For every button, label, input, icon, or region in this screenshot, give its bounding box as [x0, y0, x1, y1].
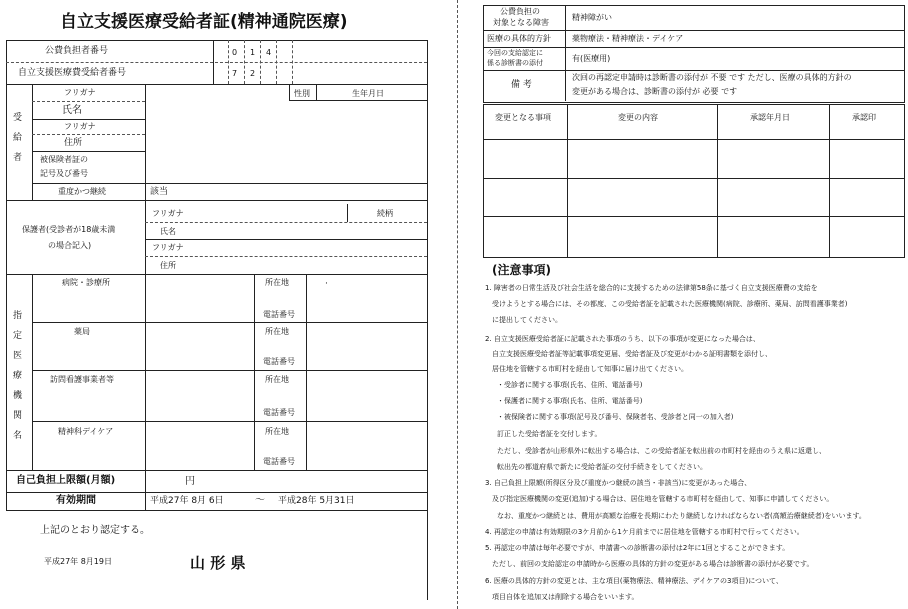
severe-label: 重度かつ継続	[58, 187, 106, 196]
issuer-name: 山 形 県	[190, 554, 246, 572]
note-line: 3. 自己負担上限額(所得区分及び重度かつ継続の該当・非該当)に変更があった場合、	[485, 479, 752, 487]
mark-dot: ·	[325, 279, 328, 289]
row-line	[32, 119, 145, 120]
recipient-address-label: 住所	[64, 138, 83, 148]
recipient-number-label: 自立支援医療費受給者番号	[18, 68, 127, 78]
label-col-line	[145, 84, 146, 204]
row-line	[483, 139, 904, 140]
guardian-furigana-label: フリガナ	[152, 209, 184, 218]
row-line	[6, 84, 427, 85]
gender-col-line	[289, 84, 290, 100]
row-line	[483, 47, 904, 48]
note-line: 4. 再認定の申請は有効期限の3ケ月前から1ケ月前までに居住地を管轄する市町村で行ってください。	[485, 528, 804, 536]
row-line	[6, 274, 427, 275]
note-line: 居住地を管轄する市町村を経由して知事に届け出てください。	[492, 365, 688, 373]
remarks-line-1: 次回の再認定申請時は診断書の添付が 不要 です ただし、医療の具体的方針の	[572, 73, 852, 82]
facility-name: 薬局	[74, 327, 90, 336]
redacted-area	[147, 101, 327, 183]
row-line	[483, 30, 904, 31]
facilities-side-label: 指定医療機関名	[11, 310, 21, 450]
label-col-line	[145, 274, 146, 470]
row-line	[32, 322, 427, 323]
facility-phone-label: 電話番号	[263, 357, 295, 366]
note-line: 2. 自立支援医療受給者証に記載された事項のうち、以下の事項が変更になった場合は、	[485, 335, 760, 343]
location-col-line	[254, 274, 255, 470]
relation-col-line	[347, 204, 348, 222]
recipient-digit: 7	[232, 69, 238, 78]
info-row-value-3: 有(医療用)	[572, 54, 611, 63]
note-line: 項目自体を追加又は削除する場合をいいます。	[492, 593, 639, 601]
note-line: 5. 再認定の申請は毎年必要ですが、申請書への診断書の添付は2年に1回とすることができます。	[485, 544, 790, 552]
row-line	[6, 62, 427, 63]
recipient-furigana2-label: フリガナ	[64, 122, 96, 131]
severe-value: 該当	[150, 187, 169, 197]
row-line	[6, 510, 427, 511]
row-line	[32, 421, 427, 422]
gender-label: 性別	[294, 89, 310, 98]
frame-top	[6, 40, 427, 41]
payer-digit: 1	[250, 48, 256, 57]
facility-phone-label: 電話番号	[263, 310, 295, 319]
recipient-name-label: 氏名	[62, 105, 82, 116]
remarks-line-2: 変更がある場合は、診断書の添付が 必要 です	[572, 87, 738, 96]
info-row-label-2: 医療の具体的方針	[487, 34, 551, 43]
info-row-value-2: 薬物療法・精神療法・デイケア	[572, 34, 684, 43]
note-line: に提出してください。	[492, 316, 562, 324]
row-line	[32, 151, 145, 152]
certificate-title: 自立支援医療受給者証(精神通院医療)	[60, 12, 348, 32]
note-line: 自立支援医療受給者証等記載事項変更届、受給者証及び変更がわかる証明書類を添付し、	[492, 350, 772, 358]
payer-digit: 4	[266, 48, 272, 57]
info-row-label-1a: 公費負担の	[500, 7, 540, 16]
row-line	[32, 370, 427, 371]
row-line	[6, 200, 427, 201]
recipient-side-label: 受給者	[11, 112, 21, 172]
issue-date: 平成27年 8月19日	[44, 557, 112, 566]
note-line: 6. 医療の具体的方針の変更とは、主な項目(薬物療法、精神療法、デイケアの3項目)について、	[485, 577, 783, 585]
payer-digit: 0	[232, 48, 238, 57]
facility-location-label: 所在地	[265, 327, 289, 336]
row-line	[32, 183, 427, 184]
info-row-label-3a: 今回の支給認定に	[487, 49, 543, 57]
note-line: ・受診者に関する事項(氏名、住所、電話番号)	[497, 381, 643, 389]
validity-from: 平成27年 8月 6日	[150, 496, 224, 506]
row-line	[483, 70, 904, 71]
row-line	[32, 101, 145, 102]
insurance-label-2: 記号及び番号	[40, 169, 88, 178]
label-col-line	[145, 470, 146, 510]
changes-header: 承認年月日	[750, 113, 790, 122]
guardian-label-2: の場合記入)	[48, 241, 92, 250]
note-line: 訂正した受給者証を交付します。	[497, 430, 602, 438]
facility-location-label: 所在地	[265, 375, 289, 384]
facility-location-label: 所在地	[265, 427, 289, 436]
note-line: ・保護者に関する事項(氏名、住所、電話番号)	[497, 397, 643, 405]
row-line	[145, 256, 427, 257]
facility-phone-label: 電話番号	[263, 408, 295, 417]
notes-title: (注意事項)	[492, 263, 551, 277]
info-row-label-3b: 係る診断書の添付	[487, 59, 543, 67]
note-line: なお、重度かつ継続とは、費用が高額な治療を長期にわたり継続しなければならない者(高額治療継続者)をいいます。	[497, 512, 866, 520]
changes-col-line	[567, 104, 568, 257]
payer-number-label: 公費負担者番号	[45, 46, 109, 56]
frame-right	[427, 40, 428, 600]
guardian-label-1: 保護者(受診者が18歳未満	[22, 225, 116, 234]
value-col-line	[306, 274, 307, 470]
note-line: 転出先の都道府県で新たに受給者証の交付手続きをしてください。	[497, 463, 707, 471]
recipient-furigana-label: フリガナ	[64, 88, 96, 97]
frame-left	[6, 40, 7, 492]
remarks-label: 備 考	[511, 80, 532, 90]
validity-to: 平成28年 5月31日	[278, 496, 355, 506]
note-line: ただし、受診者が山形県外に転出する場合は、この受給者証を転出前の市町村を経由のうえ県に返還し、	[497, 447, 826, 455]
changes-col-line	[717, 104, 718, 257]
note-line: 受けようとする場合には、その都度、この受給者証を記載された医療機関(病院、診療所、薬局、訪問看護事業者)	[492, 300, 848, 308]
info-row-label-1b: 対象となる障害	[493, 18, 549, 27]
guardian-furigana2-label: フリガナ	[152, 243, 184, 252]
guardian-name-label: 氏名	[160, 227, 176, 236]
changes-header: 変更の内容	[618, 113, 658, 122]
changes-col-line	[829, 104, 830, 257]
changes-table	[483, 104, 905, 258]
info-row-value-1: 精神障がい	[572, 13, 612, 22]
guardian-relation-label: 続柄	[377, 209, 393, 218]
frame-left	[6, 470, 7, 510]
page-divider	[457, 0, 458, 609]
row-line	[6, 470, 427, 471]
row-line	[32, 134, 145, 135]
changes-header: 変更となる事項	[495, 113, 551, 122]
note-line: ただし、前回の支給認定の申請時から医療の具体的方針の変更がある場合は診断書の添付が必要です。	[492, 560, 814, 568]
row-line	[483, 178, 904, 179]
note-line: ・被保険者に関する事項(記号及び番号、保険者名、受診者と同一の加入者)	[497, 413, 734, 421]
note-line: 1. 障害者の日常生活及び社会生活を総合的に支援するための法律第58条に基づく自立支援医療費の支給を	[485, 284, 818, 292]
row-line	[6, 492, 427, 493]
facility-name: 精神科デイケア	[58, 427, 114, 436]
certify-text: 上記のとおり認定する。	[40, 525, 150, 536]
guardian-address-label: 住所	[160, 261, 176, 270]
gender-col-line	[316, 84, 317, 100]
note-line: 及び指定医療機関の変更(追加)する場合は、居住地を管轄する市町村を経由して、知事に申請してください。	[492, 495, 834, 503]
facility-name: 病院・診療所	[62, 278, 110, 287]
recipient-digit: 2	[250, 69, 256, 78]
insurance-label-1: 被保険者証の	[40, 155, 88, 164]
validity-label: 有効期間	[56, 495, 96, 506]
birthdate-label: 生年月日	[352, 89, 384, 98]
side-col-line	[32, 274, 33, 470]
limit-label: 自己負担上限額(月額)	[16, 475, 116, 486]
facility-name: 訪問看護事業者等	[50, 375, 114, 384]
info-col-line	[565, 5, 566, 101]
validity-tilde: ～	[255, 495, 265, 506]
facility-location-label: 所在地	[265, 278, 289, 287]
facility-phone-label: 電話番号	[263, 457, 295, 466]
limit-value: 円	[185, 476, 195, 487]
row-line	[145, 239, 427, 240]
changes-header: 承認印	[852, 113, 876, 122]
row-line	[483, 216, 904, 217]
row-line	[145, 222, 427, 223]
